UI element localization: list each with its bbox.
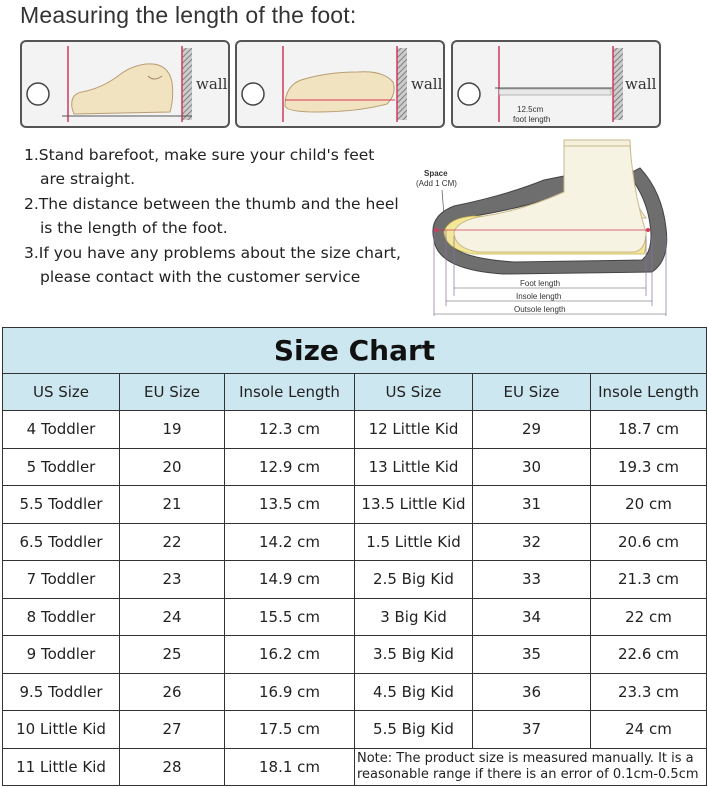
table-cell: 3 Big Kid [355, 598, 473, 636]
table-cell: 35 [473, 636, 591, 674]
table-cell: 36 [473, 673, 591, 711]
table-cell: 4 Toddler [3, 411, 120, 449]
table-cell: 18.7 cm [591, 411, 707, 449]
size-note: Note: The product size is measured manually. It is a reasonable range if there is an error of 0.1cm-0.5cm [355, 748, 707, 786]
table-row [3, 711, 707, 749]
table-cell: 31 [473, 486, 591, 524]
step-2-wall-label: wall [411, 75, 443, 93]
table-cell: 23.3 cm [591, 673, 707, 711]
table-cell: 28 [120, 748, 225, 786]
instruction-1-line-1: 1.Stand barefoot, make sure your child's feet [24, 146, 375, 164]
table-header-row [3, 374, 707, 411]
foot-length-label: Foot length [520, 279, 561, 288]
instruction-2-line-1: 2.The distance between the thumb and the heel [24, 195, 399, 213]
column-header: Insole Length [225, 374, 355, 411]
column-header: EU Size [473, 374, 591, 411]
table-cell: 14.9 cm [225, 561, 355, 599]
table-cell: 26 [120, 673, 225, 711]
table-cell: 19 [120, 411, 225, 449]
instruction-1 [24, 143, 374, 191]
table-row [3, 561, 707, 599]
table-row [3, 748, 707, 786]
table-cell: 17.5 cm [225, 711, 355, 749]
table-row [3, 411, 707, 449]
table-cell: 2.5 Big Kid [355, 561, 473, 599]
size-chart-body [3, 411, 707, 786]
column-header: US Size [355, 374, 473, 411]
instruction-2 [24, 192, 399, 240]
step-3-ruler-caption: foot length [513, 115, 551, 124]
table-cell: 5 Toddler [3, 448, 120, 486]
space-sub-label: (Add 1 CM) [416, 179, 457, 188]
table-cell: 8 Toddler [3, 598, 120, 636]
table-row [3, 673, 707, 711]
table-cell: 13.5 cm [225, 486, 355, 524]
table-cell: 13.5 Little Kid [355, 486, 473, 524]
table-cell: 9.5 Toddler [3, 673, 120, 711]
table-cell: 10 Little Kid [3, 711, 120, 749]
table-cell: 3.5 Big Kid [355, 636, 473, 674]
table-cell: 20 [120, 448, 225, 486]
table-cell: 5.5 Toddler [3, 486, 120, 524]
step-3-wall-label: wall [625, 75, 657, 93]
table-cell: 13 Little Kid [355, 448, 473, 486]
instruction-3-line-2: please contact with the customer service [40, 268, 361, 286]
table-cell: 12.3 cm [225, 411, 355, 449]
table-cell: 9 Toddler [3, 636, 120, 674]
page-heading: Measuring the length of the foot: [20, 2, 357, 28]
column-header: Insole Length [591, 374, 707, 411]
table-cell: 5.5 Big Kid [355, 711, 473, 749]
size-chart-title: Size Chart [3, 328, 707, 374]
table-row [3, 523, 707, 561]
table-cell: 6.5 Toddler [3, 523, 120, 561]
size-chart-table [2, 327, 707, 786]
table-cell: 12 Little Kid [355, 411, 473, 449]
step-1-panel [20, 40, 230, 128]
table-cell: 22.6 cm [591, 636, 707, 674]
table-cell: 37 [473, 711, 591, 749]
step-3-ruler-label: 12.5cm [517, 105, 544, 114]
insole-length-label: Insole length [516, 292, 562, 301]
step-2-panel [235, 40, 445, 128]
table-cell: 24 [120, 598, 225, 636]
table-cell: 23 [120, 561, 225, 599]
table-cell: 14.2 cm [225, 523, 355, 561]
table-row [3, 598, 707, 636]
table-cell: 7 Toddler [3, 561, 120, 599]
table-cell: 19.3 cm [591, 448, 707, 486]
instruction-1-line-2: are straight. [40, 170, 135, 188]
step-3-panel [451, 40, 661, 128]
column-header: US Size [3, 374, 120, 411]
instruction-2-line-2: is the length of the foot. [40, 219, 228, 237]
shoe-measurement-diagram [414, 136, 676, 320]
column-header: EU Size [120, 374, 225, 411]
table-cell: 4.5 Big Kid [355, 673, 473, 711]
table-row [3, 636, 707, 674]
instruction-3 [24, 241, 401, 289]
table-cell: 32 [473, 523, 591, 561]
step-1-wall-label: wall [196, 75, 228, 93]
table-cell: 29 [473, 411, 591, 449]
table-cell: 16.2 cm [225, 636, 355, 674]
table-cell: 25 [120, 636, 225, 674]
outsole-length-label: Outsole length [514, 305, 566, 314]
table-cell: 11 Little Kid [3, 748, 120, 786]
table-cell: 21.3 cm [591, 561, 707, 599]
table-cell: 12.9 cm [225, 448, 355, 486]
table-cell: 24 cm [591, 711, 707, 749]
table-cell: 34 [473, 598, 591, 636]
table-cell: 18.1 cm [225, 748, 355, 786]
table-cell: 22 cm [591, 598, 707, 636]
table-cell: 27 [120, 711, 225, 749]
table-cell: 20 cm [591, 486, 707, 524]
table-cell: 21 [120, 486, 225, 524]
table-cell: 22 [120, 523, 225, 561]
table-row [3, 486, 707, 524]
table-cell: 33 [473, 561, 591, 599]
table-cell: 30 [473, 448, 591, 486]
instruction-3-line-1: 3.If you have any problems about the size chart, [24, 244, 401, 262]
table-row [3, 448, 707, 486]
table-cell: 20.6 cm [591, 523, 707, 561]
table-cell: 15.5 cm [225, 598, 355, 636]
space-label: Space [424, 169, 448, 178]
table-cell: 16.9 cm [225, 673, 355, 711]
table-cell: 1.5 Little Kid [355, 523, 473, 561]
